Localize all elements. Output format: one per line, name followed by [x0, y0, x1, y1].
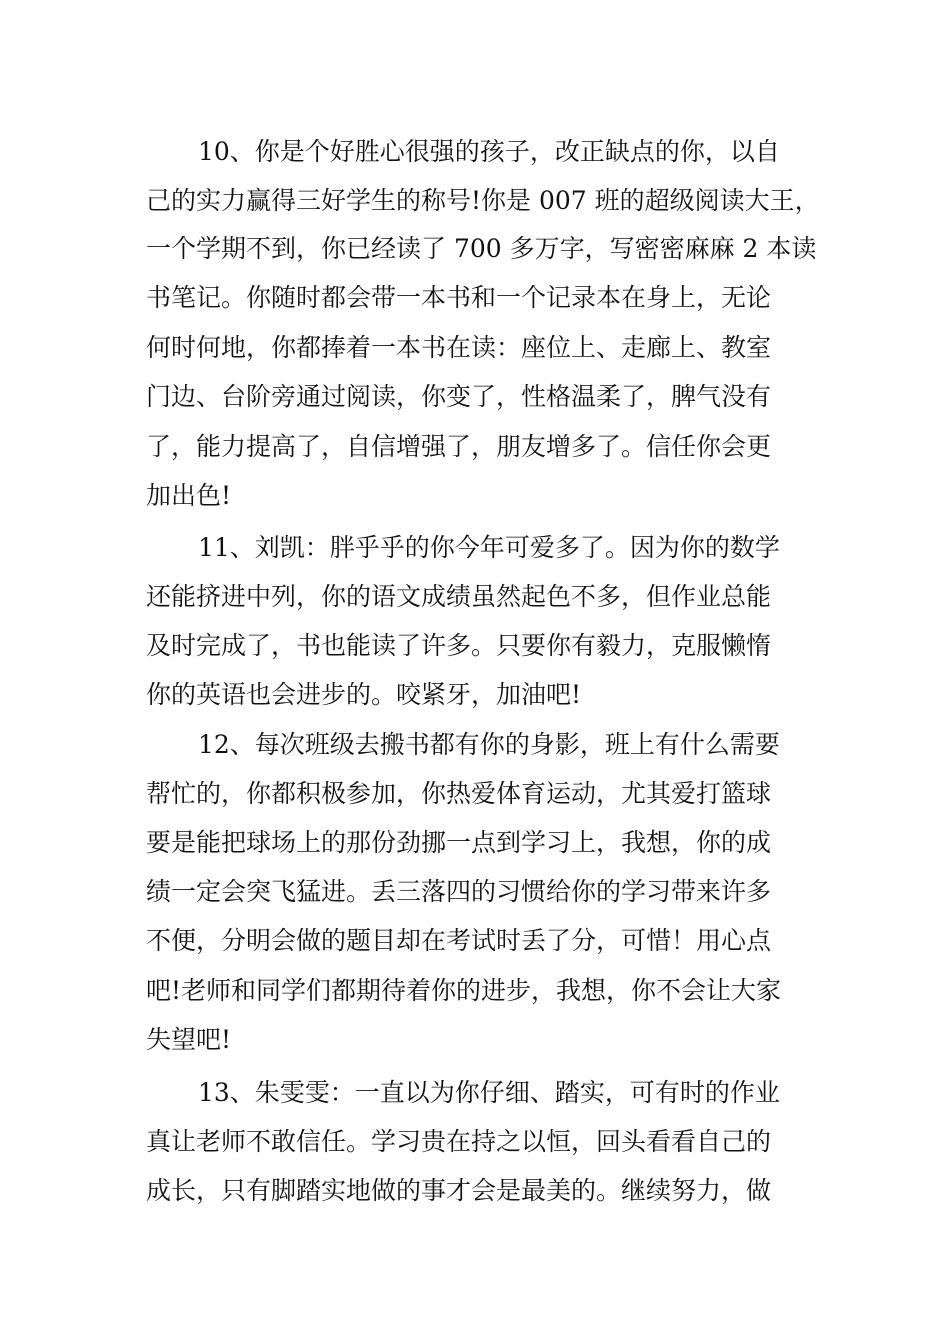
- paragraph-12-line-2: 帮忙的，你都积极参加，你热爱体育运动，尤其爱打篮球: [146, 779, 772, 808]
- paragraph-12-line-7: 失望吧!: [146, 1025, 232, 1054]
- paragraph-11-line-4: 你的英语也会进步的。咬紧牙，加油吧!: [146, 680, 582, 709]
- paragraph-13-line-1: 13、朱雯雯：一直以为你仔细、踏实，可有时的作业: [198, 1078, 780, 1107]
- paragraph-12-line-4: 绩一定会突飞猛进。丢三落四的习惯给你的学习带来许多: [146, 877, 772, 906]
- paragraph-10-line-5: 何时何地，你都捧着一本书在读：座位上、走廊上、教室: [146, 333, 772, 362]
- paragraph-12-line-5: 不便，分明会做的题目却在考试时丢了分，可惜！用心点: [146, 926, 772, 955]
- paragraph-10-line-8: 加出色!: [146, 481, 232, 510]
- paragraph-10-line-7: 了，能力提高了，自信增强了，朋友增多了。信任你会更: [146, 432, 772, 461]
- paragraph-11-line-1: 11、刘凯：胖乎乎的你今年可爱多了。因为你的数学: [198, 533, 780, 562]
- paragraph-10-line-2: 己的实力赢得三好学生的称号!你是 007 班的超级阅读大王，: [146, 186, 820, 215]
- paragraph-12-line-6: 吧!老师和同学们都期待着你的进步，我想，你不会让大家: [146, 976, 782, 1005]
- paragraph-10-line-4: 书笔记。你随时都会带一本书和一个记录本在身上，无论: [146, 283, 772, 312]
- paragraph-12-line-3: 要是能把球场上的那份劲挪一点到学习上，我想，你的成: [146, 828, 772, 857]
- paragraph-10-line-3: 一个学期不到，你已经读了 700 多万字，写密密麻麻 2 本读: [146, 234, 817, 263]
- paragraph-11-line-2: 还能挤进中列，你的语文成绩虽然起色不多，但作业总能: [146, 582, 772, 611]
- paragraph-11-line-3: 及时完成了，书也能读了许多。只要你有毅力，克服懒惰: [146, 631, 772, 660]
- paragraph-10-line-1: 10、你是个好胜心很强的孩子，改正缺点的你，以自: [198, 137, 780, 166]
- paragraph-13-line-2: 真让老师不敢信任。学习贵在持之以恒，回头看看自己的: [146, 1127, 772, 1156]
- paragraph-13-line-3: 成长，只有脚踏实地做的事才会是最美的。继续努力，做: [146, 1176, 772, 1205]
- paragraph-10-line-6: 门边、台阶旁通过阅读，你变了，性格温柔了，脾气没有: [146, 382, 772, 411]
- paragraph-12-line-1: 12、每次班级去搬书都有你的身影，班上有什么需要: [198, 730, 780, 759]
